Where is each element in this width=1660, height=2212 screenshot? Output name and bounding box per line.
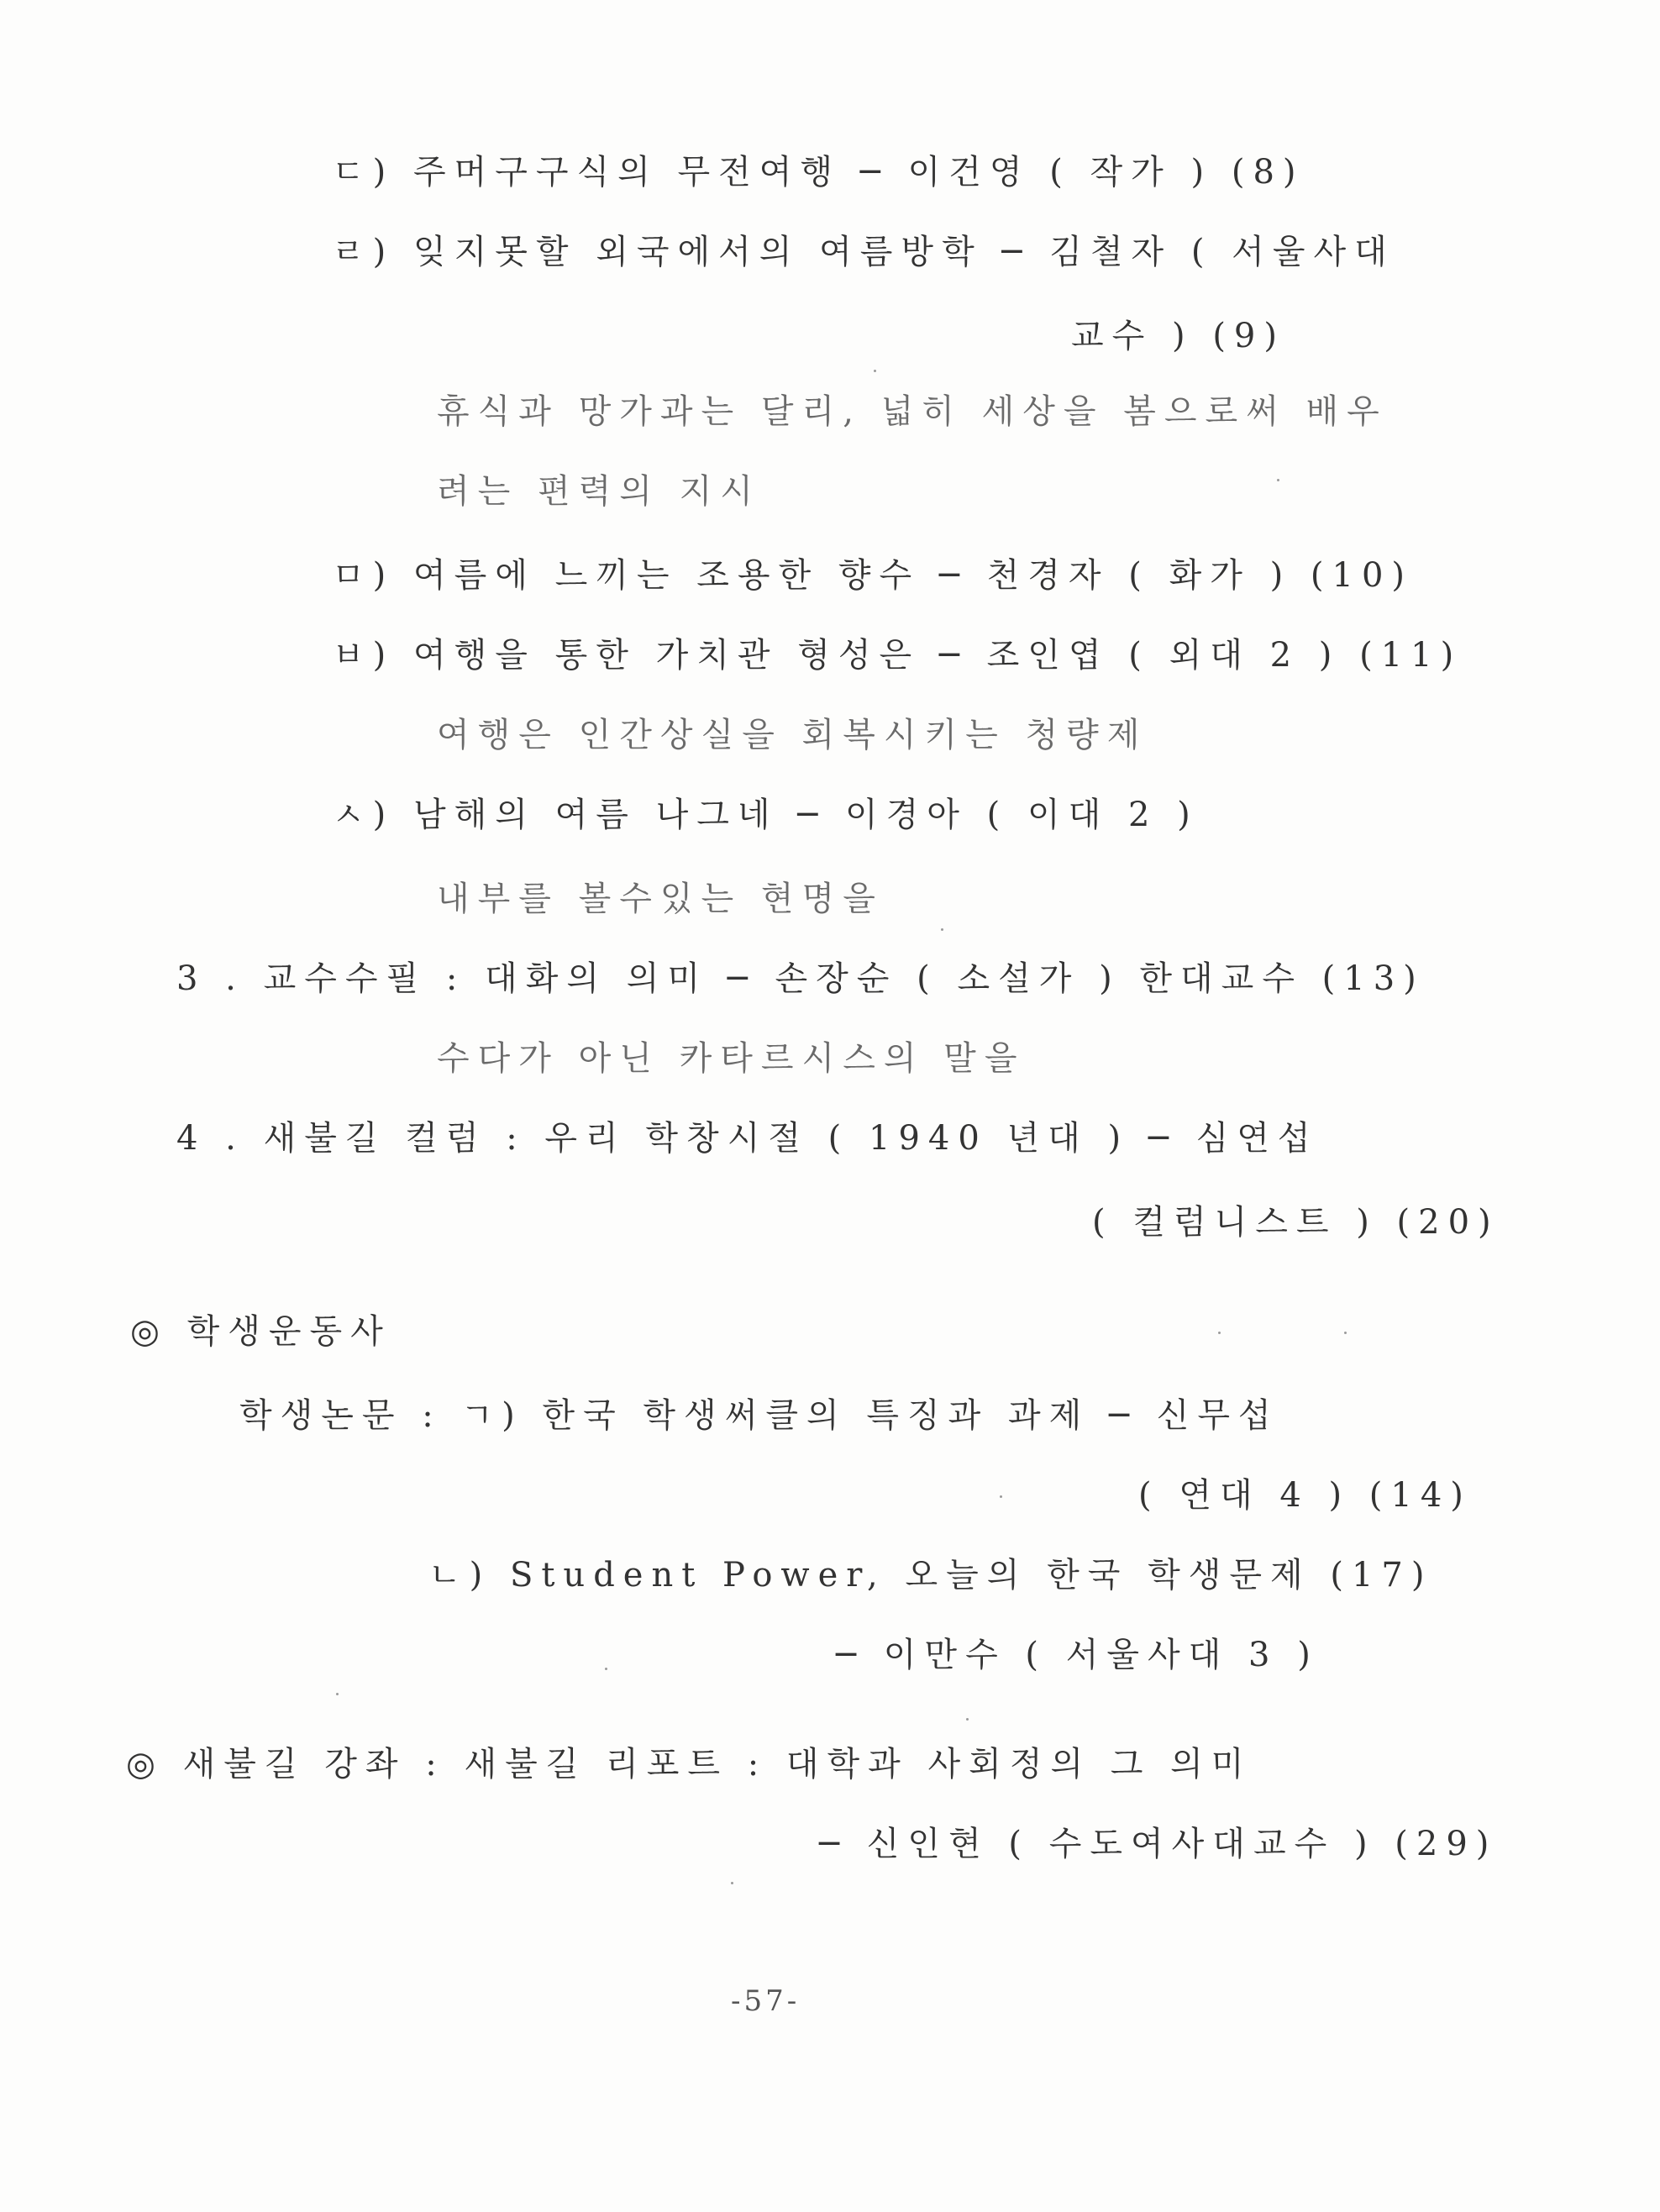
- toc-entry: 학생논문 : ㄱ) 한국 학생써클의 특징과 과제 ─ 신무섭: [239, 1396, 1279, 1435]
- scan-speck: [1277, 479, 1279, 481]
- toc-subtitle: 내부를 볼수있는 현명을: [437, 880, 884, 918]
- toc-subtitle: 휴식과 망가과는 달리, 넓히 세상을 봄으로써 배우: [437, 392, 1388, 431]
- toc-entry: ㅁ) 여름에 느끼는 조용한 향수 ─ 천경자 ( 화가 ) (10): [332, 556, 1414, 595]
- scan-speck: [1000, 1495, 1002, 1498]
- section-heading: ◎ 새불길 강좌 : 새불길 리포트 : 대학과 사회정의 그 의미: [126, 1745, 1253, 1784]
- toc-entry-continued: ─ 이만수 ( 서울사대 3 ): [836, 1636, 1319, 1674]
- scan-speck: [1344, 1332, 1347, 1334]
- section-heading: ◎ 학생운동사: [130, 1312, 391, 1351]
- toc-entry: ㄹ) 잊지못할 외국에서의 여름방학 ─ 김철자 ( 서울사대: [332, 233, 1395, 271]
- scan-speck: [966, 1718, 969, 1721]
- toc-entry: ㅂ) 여행을 통한 가치관 형성은 ─ 조인엽 ( 외대 2 ) (11): [332, 636, 1463, 675]
- page-number: -57-: [731, 1984, 801, 2018]
- toc-subtitle: 여행은 인간상실을 회복시키는 청량제: [437, 716, 1148, 754]
- scan-speck: [731, 1882, 733, 1884]
- toc-entry-continued: ( 연대 4 ) (14): [1138, 1476, 1472, 1515]
- scan-speck: [605, 1668, 607, 1670]
- toc-subtitle: 수다가 아닌 카타르시스의 말을: [437, 1039, 1026, 1078]
- toc-entry-continued: ( 컬럼니스트 ) (20): [1092, 1203, 1500, 1242]
- toc-entry: 3 . 교수수필 : 대화의 의미 ─ 손장순 ( 소설가 ) 한대교수 (13): [176, 959, 1425, 998]
- scan-speck: [1218, 1332, 1221, 1334]
- scan-speck: [874, 370, 876, 372]
- toc-entry-continued: 교수 ) (9): [1071, 317, 1285, 355]
- toc-subtitle: 려는 편력의 지시: [437, 472, 761, 511]
- toc-entry: ㄷ) 주머구구식의 무전여행 ─ 이건영 ( 작가 ) (8): [332, 153, 1305, 192]
- scan-speck: [336, 1693, 339, 1695]
- toc-entry: ㄴ) Student Power, 오늘의 한국 학생문제 (17): [428, 1556, 1433, 1595]
- scan-speck: [941, 928, 943, 931]
- toc-entry: 4 . 새불길 컬럼 : 우리 학창시절 ( 1940 년대 ) ─ 심연섭: [176, 1119, 1319, 1158]
- toc-entry: ㅅ) 남해의 여름 나그네 ─ 이경아 ( 이대 2 ): [332, 796, 1199, 834]
- toc-entry-continued: ─ 신인현 ( 수도여사대교수 ) (29): [819, 1825, 1498, 1863]
